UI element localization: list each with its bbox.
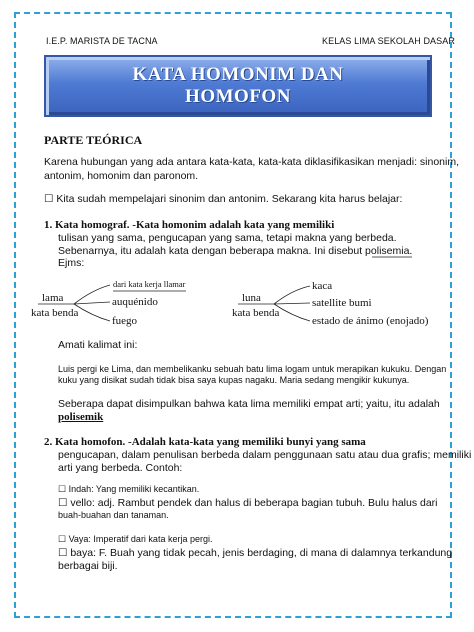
example-baya-2: berbagai biji. <box>58 560 118 572</box>
example2-branch-bottom <box>274 304 310 321</box>
example1-meaning-1: auquénido <box>112 296 158 308</box>
example2-branch-mid <box>274 303 310 304</box>
example1-type: kata benda <box>31 307 79 319</box>
example1-meaning-2: fuego <box>112 315 138 327</box>
homograph-line-2: tulisan yang sama, pengucapan yang sama, tetapi makna yang berbeda. <box>58 232 397 244</box>
observe-line-2: kuku yang disikat sudah tidak bisa saya kupas nagaku. Maria sedang mengikir kukunya. <box>58 375 410 385</box>
school-name: I.E.P. MARISTA DE TACNA <box>46 36 158 46</box>
example1-branch-bottom <box>74 304 110 321</box>
example2-word: luna <box>242 292 261 304</box>
example-vaya: ☐ Vaya: Imperatif dari kata kerja pergi. <box>58 534 213 544</box>
example-baya-1: ☐ baya: F. Buah yang tidak pecah, jenis berdaging, di mana di dalamnya terkandung <box>58 547 453 559</box>
grade-label: KELAS LIMA SEKOLAH DASAR <box>322 36 455 46</box>
homograph-line-3: Sebenarnya, itu adalah kata dengan beberapa makna. Ini disebut polisemia. <box>58 245 413 257</box>
example2-meaning-3: estado de ánimo (enojado) <box>312 315 429 327</box>
intro-line-1: Karena hubungan yang ada antara kata-kata, kata-kata diklasifikasikan menjadi: sinonim, <box>44 156 460 168</box>
example1-note: dari kata kerja llamar <box>113 279 186 289</box>
example-vello-1: ☐ vello: adj. Rambut pendek dan halus di beberapa bagian tubuh. Bulu halus dari <box>58 497 438 509</box>
example2-meaning-1: kaca <box>312 280 333 292</box>
example1-word: lama <box>42 292 64 304</box>
example2-meaning-2: satellite bumi <box>312 297 372 309</box>
conclusion-line-1: Seberapa dapat disimpulkan bahwa kata lima memiliki empat arti; yaitu, itu adalah <box>58 398 440 410</box>
example-vello-2: buah-buahan dan tanaman. <box>58 510 169 520</box>
section-title: PARTE TEÓRICA <box>44 133 143 147</box>
title-line-2: HOMOFON <box>185 86 291 107</box>
learned-line: ☐ Kita sudah mempelajari sinonim dan antonim. Sekarang kita harus belajar: <box>44 193 403 205</box>
homograph-ejms: Ejms: <box>58 257 85 269</box>
example1-branch-mid <box>74 302 110 304</box>
example2-type: kata benda <box>232 307 280 319</box>
homophone-heading: 2. Kata homofon. -Adalah kata-kata yang memiliki bunyi yang sama <box>44 436 366 448</box>
example2-branch-top <box>274 286 310 304</box>
example1-branch-top <box>74 285 110 304</box>
example-indah: ☐ Indah: Yang memiliki kecantikan. <box>58 484 200 494</box>
observe-label: Amati kalimat ini: <box>58 339 138 351</box>
homophone-line-2: pengucapan, dalam penulisan berbeda dalam penggunaan satu atau dua grafis; memiliki <box>58 449 472 461</box>
homograph-heading: 1. Kata homograf. -Kata homonim adalah kata yang memiliki <box>44 219 335 231</box>
intro-line-2: antonim, homonim dan paronom. <box>44 170 199 182</box>
conclusion-line-2: polisemik <box>58 411 104 423</box>
title-line-1: KATA HOMONIM DAN <box>132 64 344 85</box>
homophone-line-3: arti yang berbeda. Contoh: <box>58 462 183 474</box>
observe-line-1: Luis pergi ke Lima, dan membelikanku sebuah batu lima logam untuk merapikan kukuku. Dengan <box>58 364 447 374</box>
